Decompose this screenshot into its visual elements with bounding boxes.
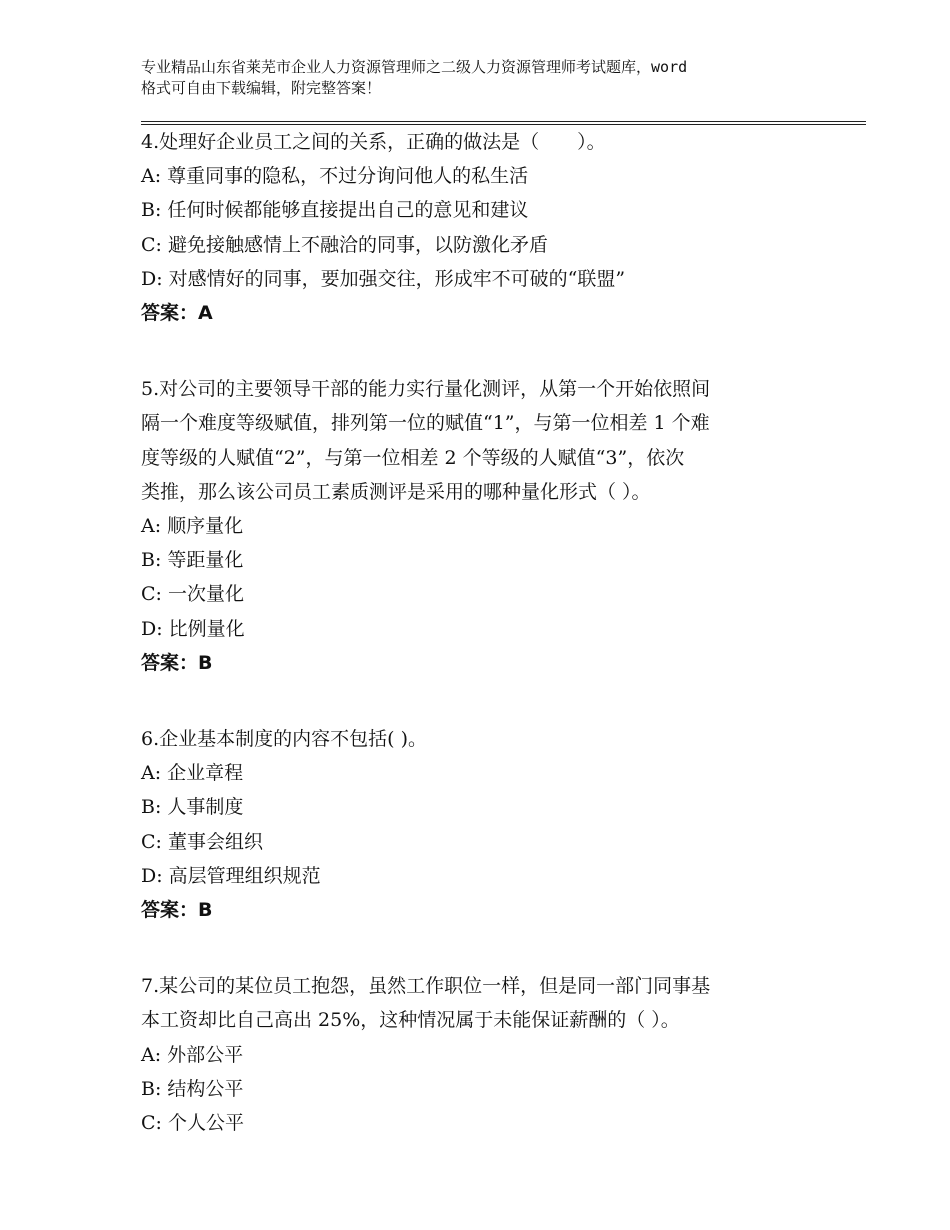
question-stem: 类推，那么该公司员工素质测评是采用的哪种量化形式（ ）。 bbox=[141, 480, 651, 503]
answer-label: 答案：A bbox=[141, 302, 213, 325]
question-stem: 5.对公司的主要领导干部的能力实行量化测评，从第一个开始依照间 bbox=[141, 378, 711, 401]
header-line-1: 专业精品山东省莱芜市企业人力资源管理师之二级人力资源管理师考试题库，word bbox=[141, 58, 688, 76]
question-4 bbox=[141, 125, 841, 330]
option-a: A: 尊重同事的隐私，不过分询问他人的私生活 bbox=[141, 165, 529, 188]
option-d: D: 对感情好的同事，要加强交往，形成牢不可破的“联盟” bbox=[141, 267, 626, 290]
option-b: B: 人事制度 bbox=[141, 796, 244, 819]
question-stem: 4.处理好企业员工之间的关系，正确的做法是（ ）。 bbox=[141, 131, 606, 153]
header-divider-top bbox=[141, 121, 866, 122]
option-c: C: 董事会组织 bbox=[141, 830, 263, 853]
option-d: D: 比例量化 bbox=[141, 617, 245, 640]
question-stem: 本工资却比自己高出 25%，这种情况属于未能保证薪酬的（ ）。 bbox=[141, 1009, 680, 1032]
question-stem: 隔一个难度等级赋值，排列第一位的赋值“1”，与第一位相差 1 个难 bbox=[141, 412, 710, 435]
question-5 bbox=[141, 372, 841, 680]
option-a: A: 企业章程 bbox=[141, 762, 244, 785]
question-list bbox=[141, 125, 841, 1182]
option-a: A: 顺序量化 bbox=[141, 515, 244, 538]
question-stem: 6.企业基本制度的内容不包括( )。 bbox=[141, 728, 427, 751]
answer-label: 答案：B bbox=[141, 899, 213, 922]
option-c: C: 一次量化 bbox=[141, 583, 244, 606]
option-b: B: 结构公平 bbox=[141, 1077, 244, 1100]
option-b: B: 等距量化 bbox=[141, 549, 244, 572]
header-line-2: 格式可自由下载编辑，附完整答案！ bbox=[141, 79, 382, 97]
question-stem: 度等级的人赋值“2”，与第一位相差 2 个等级的人赋值“3”，依次 bbox=[141, 446, 685, 469]
option-d: D: 高层管理组织规范 bbox=[141, 864, 321, 887]
document-header bbox=[141, 57, 831, 99]
option-a: A: 外部公平 bbox=[141, 1043, 244, 1066]
option-c: C: 避免接触感情上不融洽的同事，以防激化矛盾 bbox=[141, 233, 548, 256]
question-6 bbox=[141, 722, 841, 927]
option-b: B: 任何时候都能够直接提出自己的意见和建议 bbox=[141, 199, 529, 222]
option-c: C: 个人公平 bbox=[141, 1112, 244, 1135]
answer-label: 答案：B bbox=[141, 651, 213, 674]
question-stem: 7.某公司的某位员工抱怨，虽然工作职位一样，但是同一部门同事基 bbox=[141, 975, 711, 998]
question-7 bbox=[141, 969, 841, 1140]
